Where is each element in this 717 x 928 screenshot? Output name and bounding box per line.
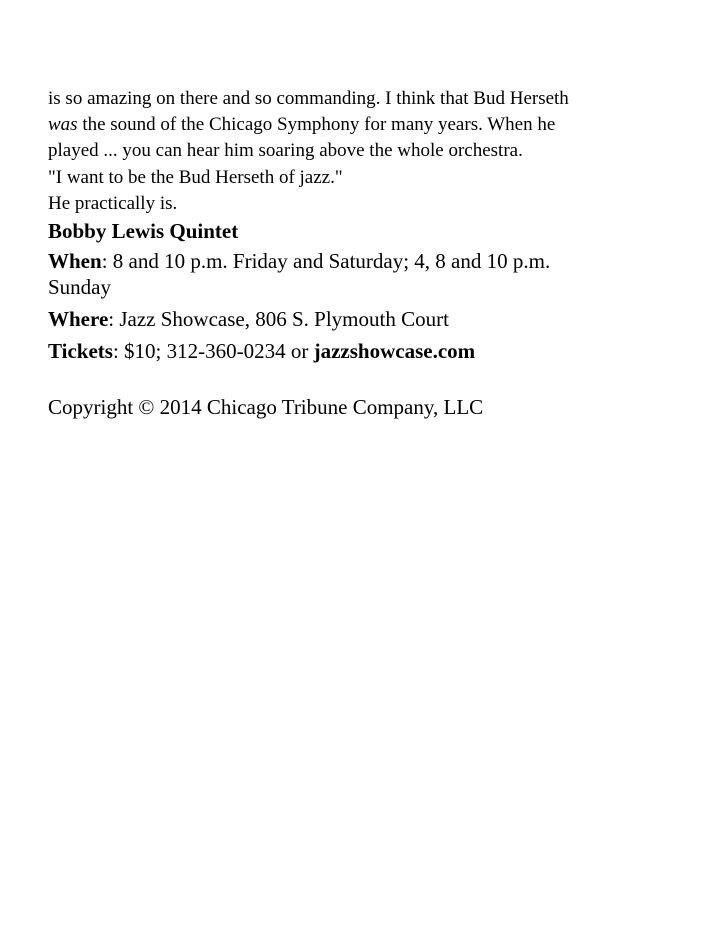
copyright-notice: Copyright © 2014 Chicago Tribune Company, LLC: [48, 395, 484, 419]
paragraph-line-1: is so amazing on there and so commanding. I think that Bud Herseth: [48, 88, 569, 109]
when-value: : 8 and 10 p.m. Friday and Saturday; 4, 8 and 10 p.m.: [101, 249, 551, 273]
event-when: [48, 248, 688, 300]
event-when-line-2: Sunday: [48, 275, 111, 299]
where-label: Where: [48, 307, 109, 331]
event-title: Bobby Lewis Quintet: [48, 219, 239, 243]
article-page: [48, 86, 688, 421]
emphasis-was: was: [48, 114, 78, 135]
where-value: : Jazz Showcase, 806 S. Plymouth Court: [108, 307, 449, 331]
event-tickets-line: [48, 338, 688, 364]
paragraph-line-2: [48, 112, 688, 138]
tickets-website-link[interactable]: jazzshowcase.com: [313, 339, 476, 363]
quote-paragraph: "I want to be the Bud Herseth of jazz.": [48, 167, 343, 188]
event-tickets: [48, 338, 688, 364]
closing-paragraph: He practically is.: [48, 193, 178, 214]
article-paragraph: [48, 86, 688, 164]
event-where-line: [48, 306, 688, 332]
event-where: [48, 306, 688, 332]
tickets-value: : $10; 312-360-0234 or: [112, 339, 314, 363]
paragraph-line-2-rest: the sound of the Chicago Symphony for many years. When he: [77, 114, 556, 135]
when-label: When: [48, 249, 102, 273]
tickets-label: Tickets: [48, 339, 113, 363]
event-when-line-1: [48, 248, 688, 274]
paragraph-line-3: played ... you can hear him soaring above the whole orchestra.: [48, 140, 523, 161]
